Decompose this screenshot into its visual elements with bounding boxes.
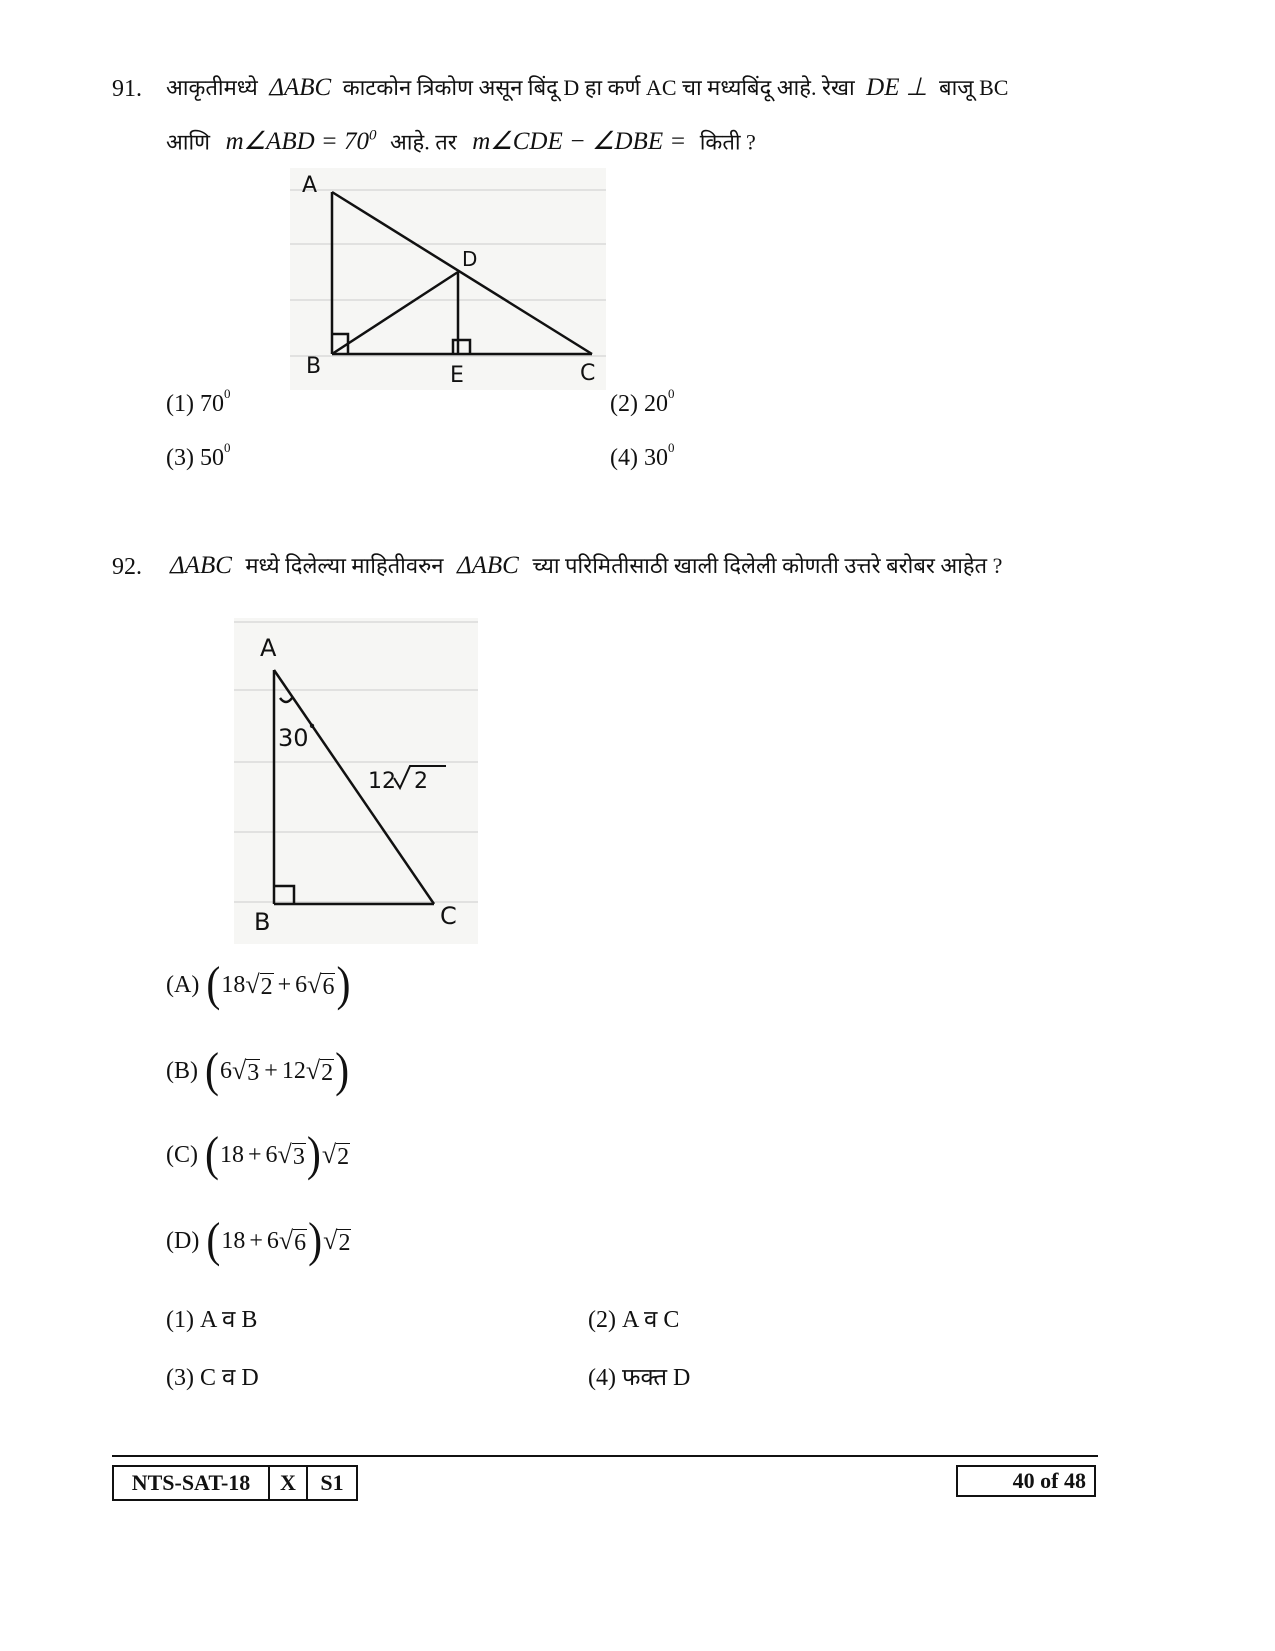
q92-statement-a: (A) ( 18 √ 2 + 6 √ 6 ) xyxy=(166,958,351,1012)
q92-statement-b: (B) ( 6 √ 3 + 12 √ 2 ) xyxy=(166,1044,350,1098)
q91-option-4[interactable]: (4) $30^0$ xyxy=(610,440,675,471)
q91-text-line1: आकृतीमध्ये ΔABC काटकोन त्रिकोण असून बिंदू D हा कर्ण AC चा मध्यबिंदू आहे. रेखा DE ⊥ बाजू BC xyxy=(166,74,1009,101)
notebook-lines xyxy=(290,190,606,356)
q92-option-3[interactable]: (3) C व D xyxy=(166,1365,259,1391)
label-e: E xyxy=(450,363,464,388)
label-c: C xyxy=(580,361,596,386)
q91-text-line2: आणि m∠ABD = $70^0$ आहे. तर m∠CDE − ∠DBE = किती ? xyxy=(166,128,756,156)
q92-number: 92. xyxy=(112,554,142,580)
q92-option-4[interactable]: (4) फक्त D xyxy=(588,1365,691,1391)
q92-triangle-figure xyxy=(234,618,478,944)
q91-number: 91. xyxy=(112,76,142,102)
notebook-lines xyxy=(234,622,478,902)
label-b: B xyxy=(254,908,271,936)
hypotenuse-length-label xyxy=(368,766,446,794)
svg-text:2: 2 xyxy=(414,769,428,794)
q92-option-2[interactable]: (2) A व C xyxy=(588,1307,680,1333)
footer-paper-code xyxy=(112,1465,358,1501)
footer-set: S1 xyxy=(320,1470,344,1495)
q92-statement-c: (C) ( 18 + 6 √ 3 ) √ 2 xyxy=(166,1128,350,1182)
footer-class: X xyxy=(270,1467,308,1499)
label-b: B xyxy=(306,354,322,379)
q92-statement-d: (D) ( 18 + 6 √ 6 ) √ 2 xyxy=(166,1214,351,1268)
segment-bd xyxy=(332,272,458,354)
q91-triangle-figure xyxy=(290,168,606,390)
q91-option-2[interactable]: (2) $20^0$ xyxy=(610,386,675,417)
angle-label: 30° xyxy=(278,722,316,752)
right-angle-b xyxy=(274,886,294,904)
footer-rule xyxy=(112,1455,1098,1457)
svg-text:12: 12 xyxy=(368,769,396,794)
q92-option-1[interactable]: (1) A व B xyxy=(166,1307,258,1333)
label-d: D xyxy=(462,247,478,271)
footer-page-number: 40 of 48 xyxy=(956,1465,1096,1497)
label-a: A xyxy=(260,634,277,662)
q91-option-1[interactable]: (1) $70^0$ xyxy=(166,386,231,417)
label-a: A xyxy=(302,173,318,198)
q92-text: ΔABC मध्ये दिलेल्या माहितीवरुन ΔABC च्या परिमितीसाठी खाली दिलेली कोणती उत्तरे बरोबर आहेत ? xyxy=(170,552,1003,579)
angle-arc-a xyxy=(280,698,292,702)
right-angle-e xyxy=(453,340,470,354)
label-c: C xyxy=(440,902,457,930)
footer-code: NTS-SAT-18 xyxy=(114,1467,270,1499)
hypotenuse-ac xyxy=(274,670,434,904)
q91-option-3[interactable]: (3) $50^0$ xyxy=(166,440,231,471)
